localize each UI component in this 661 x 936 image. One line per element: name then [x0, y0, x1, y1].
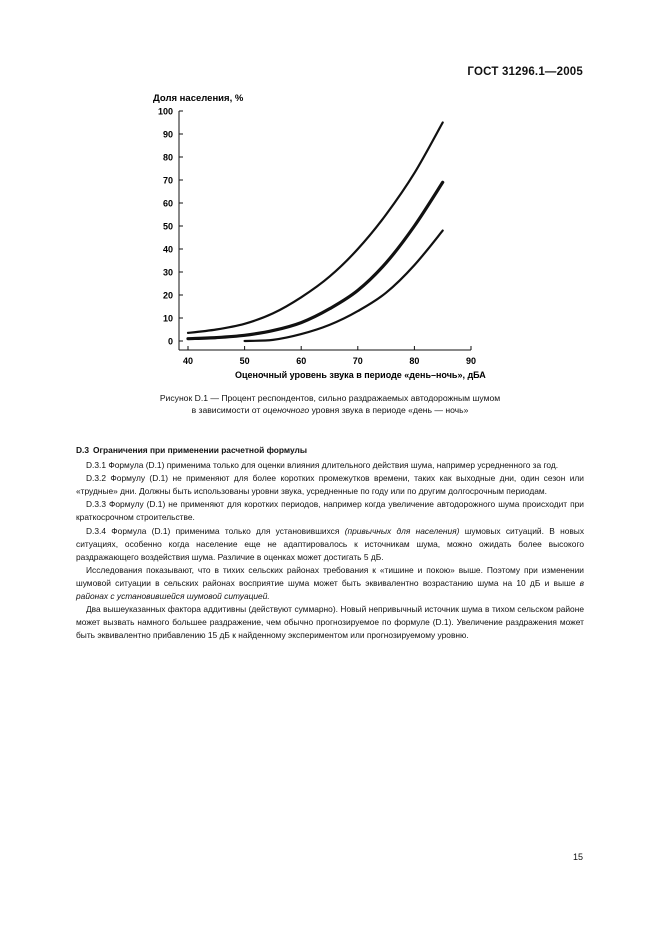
paragraph-d33: D.3.3 Формулу (D.1) не применяют для коротких периодов, например когда увеличение автодорожного шума происходит при краткосрочном строительстве.	[76, 499, 584, 523]
y-tick-label: 100	[157, 106, 173, 117]
series-line-middle	[188, 182, 443, 338]
y-tick-label: 0	[167, 336, 173, 347]
x-tick-label: 60	[296, 356, 307, 366]
section-heading	[76, 444, 584, 457]
page-number: 15	[572, 852, 583, 862]
caption-line-2	[60, 404, 600, 416]
section-d3	[76, 444, 584, 642]
caption-line-2-em: оценочного	[262, 405, 310, 415]
annoyance-chart	[0, 0, 661, 390]
paragraph-d34-post: шумовых ситуаций. В новых ситуациях, особенно когда население еще не адаптировалось к источникам шума, можно ожидать более высокого раздражающего воздействия шума. Различие в оценках может достигать 5 дБ.	[76, 525, 585, 562]
series-line-lower	[245, 231, 443, 341]
y-tick-label: 90	[162, 129, 173, 140]
paragraph-d34-pre: D.3.4 Формула (D.1) применима только для установившихся	[86, 525, 345, 536]
x-tick-label: 80	[409, 356, 420, 366]
x-axis-label: Оценочный уровень звука в периоде «день–ночь», дБА	[235, 370, 486, 380]
y-tick-label: 40	[162, 244, 173, 255]
y-tick-label: 50	[162, 221, 173, 232]
paragraph-research-em: в районах с установившейся шумовой ситуацией.	[76, 577, 584, 602]
paragraph-d34	[76, 525, 584, 564]
y-tick-label: 10	[162, 313, 173, 324]
standard-header: ГОСТ 31296.1—2005	[467, 66, 583, 78]
y-tick-label: 60	[162, 198, 173, 209]
section-number: D.3	[76, 445, 90, 455]
paragraph-research	[76, 564, 584, 603]
x-tick-label: 50	[239, 356, 250, 366]
y-axis-label: Доля населения, %	[153, 93, 244, 104]
paragraph-d31: D.3.1 Формула (D.1) применима только для оценки влияния длительного действия шума, например усредненного за год.	[86, 460, 559, 471]
paragraph-additive: Два вышеуказанных фактора аддитивны (действуют суммарно). Новый непривычный источник шума в тихом сельском районе может вызвать намного большее раздражение, чем обычно прогнозируемое по формуле (D.1). Увеличение раздражения может быть эквивалентно прибавлению 15 дБ к найденному экспериментом или прогнозируемому уровню.	[76, 604, 584, 641]
x-tick-label: 40	[182, 356, 194, 366]
figure-caption	[60, 392, 600, 416]
caption-line-2-post: уровня звука в периоде «день — ночь»	[309, 405, 469, 415]
series-line-upper	[188, 123, 443, 333]
y-tick-label: 20	[162, 290, 173, 301]
x-tick-label: 90	[465, 356, 477, 366]
axis-layer	[158, 107, 476, 367]
caption-line-2-pre: в зависимости от	[191, 405, 263, 415]
series-layer	[188, 123, 443, 342]
y-tick-label: 30	[162, 267, 173, 278]
paragraph-research-pre: Исследования показывают, что в тихих сельских районах требования к «тишине и покою» выше. Поэтому при изменении шумовой ситуации в сельских районах восприятие шума может быть эквивалентно возрастанию шума на 10 дБ и выше	[76, 564, 584, 588]
caption-line-1: Рисунок D.1 — Процент респондентов, сильно раздражаемых автодорожным шумом	[159, 393, 501, 403]
x-tick-label: 70	[352, 356, 363, 366]
paragraph-d34-em: (привычных для населения)	[344, 525, 460, 536]
paragraph-d32: D.3.2 Формулу (D.1) не применяют для более коротких промежутков времени, таких как выходные дни, один сезон или «трудные» дни. Должны быть использованы уровни звука, усредненные по году или по другим долгосрочным периодам.	[76, 473, 584, 497]
section-title: Ограничения при применении расчетной формулы	[93, 445, 308, 455]
y-tick-label: 80	[162, 152, 173, 163]
y-tick-label: 70	[162, 175, 173, 186]
